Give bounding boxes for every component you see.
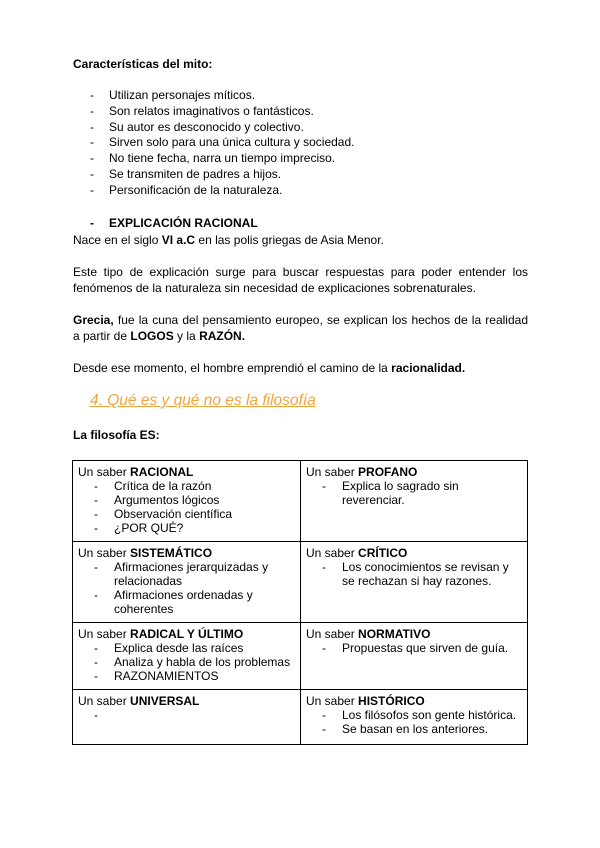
table-row [73, 461, 528, 542]
rational-heading: - EXPLICACIÓN RACIONAL [90, 216, 258, 230]
table-cell: Un saber UNIVERSAL - [73, 690, 301, 745]
myth-heading: Características del mito: [73, 57, 213, 71]
list-item: - No tiene fecha, narra un tiempo impreciso. [90, 151, 336, 166]
table-row [73, 690, 528, 745]
list-item: - Son relatos imaginativos o fantásticos. [90, 103, 314, 118]
table-cell: Un saber RACIONAL - Crítica de la razón - Argumentos lógicos - Observación científica - ¿POR QUÉ? [73, 461, 301, 542]
table-cell: Un saber HISTÓRICO - Los filósofos son gente histórica. - Se basan en los anteriores. [301, 690, 528, 745]
list-item: - Utilizan personajes míticos. [90, 88, 256, 102]
list-item: - Personificación de la naturaleza. [90, 182, 283, 197]
list-item: - Su autor es desconocido y colectivo. [90, 119, 304, 134]
myth-characteristics-list [90, 88, 530, 199]
rational-purpose-paragraph: Este tipo de explicación surge para buscar respuestas para poder entender los fenómenos de la naturaleza sin necesidad de explicaciones sobrenaturales. [73, 265, 528, 295]
list-item: - Sirven solo para una única cultura y sociedad. [90, 135, 355, 150]
rationality-paragraph: Desde ese momento, el hombre emprendió el camino de la racionalidad. [73, 361, 466, 375]
table-row [73, 542, 528, 623]
table-cell: Un saber NORMATIVO - Propuestas que sirven de guía. [301, 623, 528, 690]
table-cell: Un saber RADICAL Y ÚLTIMO - Explica desde las raíces - Analiza y habla de los problemas - RAZONAMIENTOS [73, 623, 301, 690]
table-cell: Un saber PROFANO - Explica lo sagrado sin reverenciar. [301, 461, 528, 542]
section-title: 4. Qué es y qué no es la filosofía [90, 392, 316, 409]
list-item: - Se transmiten de padres a hijos. [90, 166, 282, 181]
table-cell: Un saber CRÍTICO - Los conocimientos se revisan y se rechazan si hay razones. [301, 542, 528, 623]
rational-origin-text: Nace en el siglo VI a.C en las polis griegas de Asia Menor. [73, 233, 384, 247]
philosophy-table [72, 460, 528, 745]
philosophy-is-heading: La filosofía ES: [73, 428, 160, 442]
table-row [73, 623, 528, 690]
table-cell: Un saber SISTEMÁTICO - Afirmaciones jerarquizadas y relacionadas - Afirmaciones ordenadas y coherentes [73, 542, 301, 623]
greece-paragraph: Grecia, fue la cuna del pensamiento europeo, se explican los hechos de la realidad a partir de LOGOS y la RAZÓN. [73, 313, 528, 343]
